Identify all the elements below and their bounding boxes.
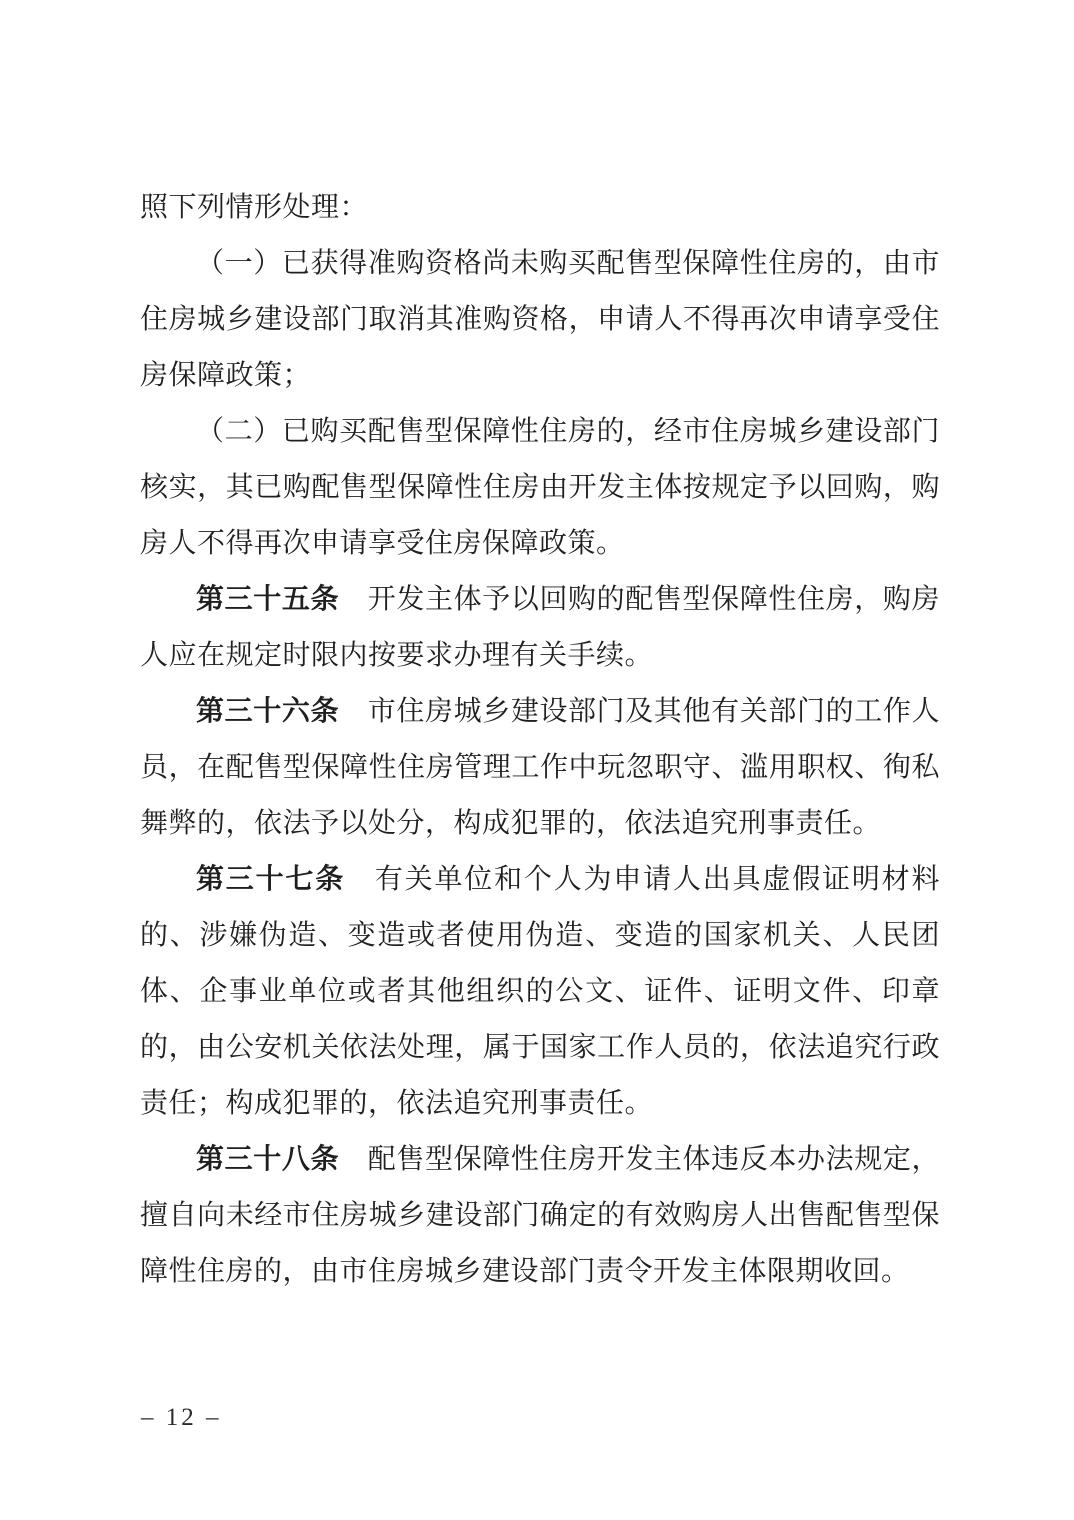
paragraph	[140, 852, 940, 1132]
article-number: 第三十七条	[196, 864, 346, 895]
paragraph-text: 有关单位和个人为申请人出具虚假证明材料的、涉嫌伪造、变造或者使用伪造、变造的国家机关、人民团体、企事业单位或者其他组织的公文、证件、证明文件、印章的，由公安机关依法处理，属于国家工作人员的，依法追究行政责任；构成犯罪的，依法追究刑事责任。	[140, 864, 940, 1119]
paragraph	[140, 572, 940, 684]
paragraph	[140, 404, 940, 572]
page-number: – 12 –	[141, 1404, 222, 1431]
paragraph	[140, 180, 940, 236]
paragraph	[140, 684, 940, 852]
article-number: 第三十五条	[196, 584, 340, 615]
paragraph-text: （二）已购买配售型保障性住房的，经市住房城乡建设部门核实，其已购配售型保障性住房由开发主体按规定予以回购，购房人不得再次申请享受住房保障政策。	[140, 416, 940, 559]
article-number: 第三十六条	[196, 696, 340, 727]
paragraph	[140, 1132, 940, 1300]
paragraph	[140, 236, 940, 404]
paragraph-text: 配售型保障性住房开发主体违反本办法规定，擅自向未经市住房城乡建设部门确定的有效购房人出售配售型保障性住房的，由市住房城乡建设部门责令开发主体限期收回。	[140, 1144, 940, 1287]
paragraph-text: （一）已获得准购资格尚未购买配售型保障性住房的，由市住房城乡建设部门取消其准购资格，申请人不得再次申请享受住房保障政策；	[140, 248, 940, 391]
document-body	[140, 180, 940, 1300]
paragraph-text: 市住房城乡建设部门及其他有关部门的工作人员，在配售型保障性住房管理工作中玩忽职守、滥用职权、徇私舞弊的，依法予以处分，构成犯罪的，依法追究刑事责任。	[140, 696, 940, 839]
paragraph-text: 照下列情形处理：	[140, 192, 369, 223]
article-number: 第三十八条	[196, 1144, 340, 1175]
paragraph-text: 开发主体予以回购的配售型保障性住房，购房人应在规定时限内按要求办理有关手续。	[140, 584, 940, 671]
